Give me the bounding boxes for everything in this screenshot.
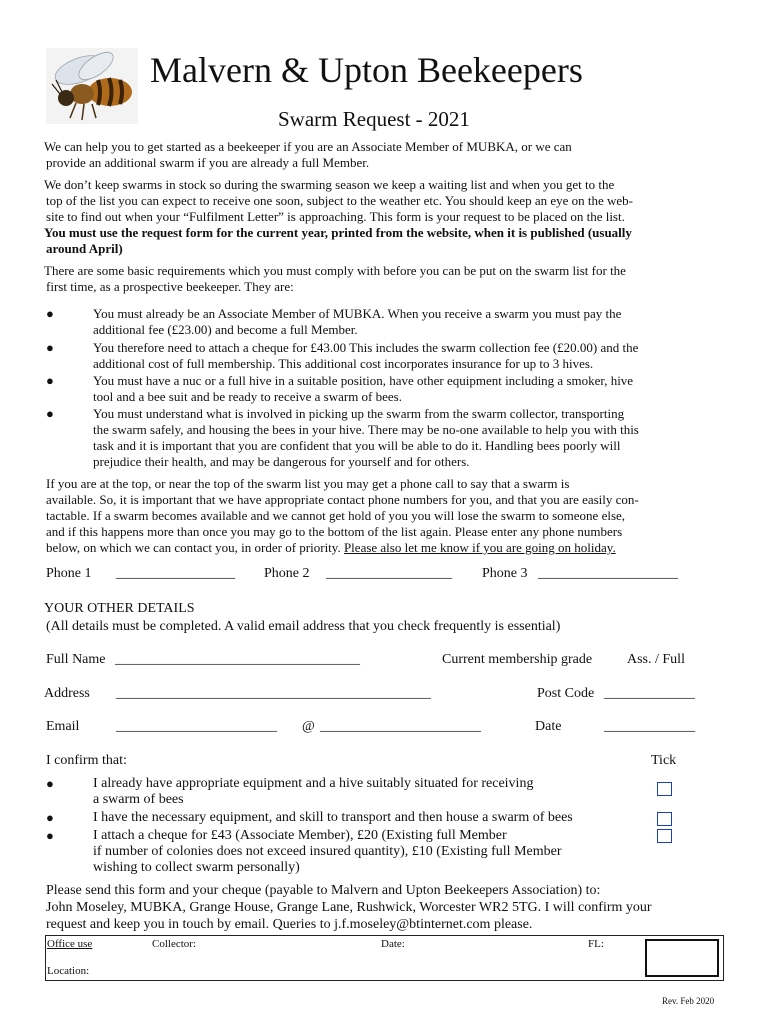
intro-p3-line1: There are some basic requirements which you must comply with before you can be put on the swarm list for the bbox=[44, 263, 626, 278]
phone3-label: Phone 3 bbox=[482, 566, 528, 581]
send-line1: Please send this form and your cheque (payable to Malvern and Upton Beekeepers Association) to: bbox=[46, 883, 601, 898]
send-line3: request and keep you in touch by email. Queries to j.f.moseley@btinternet.com please. bbox=[46, 917, 533, 932]
confirm-heading: I confirm that: bbox=[46, 753, 127, 768]
collector-label: Collector: bbox=[152, 938, 196, 950]
date-label: Date bbox=[535, 719, 562, 734]
requirement-4-line2: the swarm safely, and housing the bees in your hive. There may be no-one available to help you with this bbox=[93, 422, 639, 437]
tick-label: Tick bbox=[651, 753, 677, 768]
intro-p1-line1: We can help you to get started as a beekeeper if you are an Associate Member of MUBKA, or we can bbox=[44, 139, 572, 154]
details-heading: YOUR OTHER DETAILS bbox=[44, 601, 195, 616]
phone1-label: Phone 1 bbox=[46, 566, 92, 581]
bullet: ● bbox=[46, 828, 54, 843]
confirm-3-checkbox[interactable] bbox=[657, 829, 672, 843]
requirement-3-line2: tool and a bee suit and be ready to receive a swarm of bees. bbox=[93, 389, 402, 404]
confirm-2-line1: I have the necessary equipment, and skill to transport and then house a swarm of bees bbox=[93, 810, 573, 825]
date-input[interactable]: _____________ bbox=[604, 719, 695, 734]
confirm-2-checkbox[interactable] bbox=[657, 812, 672, 826]
requirement-1-line1: You must already be an Associate Member of MUBKA. When you receive a swarm you must pay the bbox=[93, 306, 622, 321]
fl-label: FL: bbox=[588, 938, 604, 950]
bullet: ● bbox=[46, 776, 54, 791]
requirement-2-line2: additional cost of full membership. This additional cost incorporates insurance for up to 3 hives. bbox=[93, 356, 594, 371]
send-line2: John Moseley, MUBKA, Grange House, Grange Lane, Rushwick, Worcester WR2 5TG. I will confirm your bbox=[46, 900, 652, 915]
bullet: ● bbox=[46, 306, 54, 321]
confirm-3-line3: wishing to collect swarm personally) bbox=[93, 860, 300, 875]
phone-para-line2: available. So, it is important that we have appropriate contact phone numbers for you, and that you are easily con- bbox=[46, 492, 639, 507]
confirm-1-line2: a swarm of bees bbox=[93, 792, 184, 807]
phone3-input[interactable]: ____________________ bbox=[538, 566, 678, 581]
full-name-input[interactable]: ___________________________________ bbox=[115, 652, 360, 667]
phone-para-last: below, on which we can contact you, in order of priority. bbox=[46, 540, 344, 555]
full-name-label: Full Name bbox=[46, 652, 106, 667]
phone-para-line5 bbox=[46, 540, 616, 557]
bee-logo bbox=[46, 48, 138, 124]
intro-bold-line1: You must use the request form for the current year, printed from the website, when it is published (usually bbox=[44, 225, 632, 240]
bullet: ● bbox=[46, 406, 54, 421]
email-input-user[interactable]: _______________________ bbox=[116, 719, 277, 734]
address-input[interactable]: _____________________________________________ bbox=[116, 686, 431, 701]
intro-p3-line2: first time, as a prospective beekeeper. They are: bbox=[46, 279, 294, 294]
phone1-input[interactable]: _________________ bbox=[116, 566, 235, 581]
details-note: (All details must be completed. A valid email address that you check frequently is essential) bbox=[46, 619, 561, 634]
bullet: ● bbox=[46, 810, 54, 825]
phone-para-line1: If you are at the top, or near the top of the swarm list you may get a phone call to say that a swarm is bbox=[46, 476, 570, 491]
address-label: Address bbox=[44, 686, 90, 701]
holiday-note: Please also let me know if you are going on holiday. bbox=[343, 540, 616, 555]
intro-p2-line2: top of the list you can expect to receive one soon, subject to the weather etc. You should keep an eye on the web- bbox=[46, 193, 633, 208]
confirm-3-line2: if number of colonies does not exceed insured quantity), £10 (Existing full Member bbox=[93, 844, 562, 859]
page-title: Malvern & Upton Beekeepers bbox=[150, 50, 583, 90]
membership-grade-options[interactable]: Ass. / Full bbox=[627, 652, 685, 667]
email-at: @ bbox=[302, 719, 315, 734]
intro-p2-line1: We don’t keep swarms in stock so during the swarming season we keep a waiting list and when you get to the bbox=[44, 177, 615, 192]
requirement-4-line4: prejudice their health, and may be dangerous for yourself and for others. bbox=[93, 454, 470, 469]
email-input-domain[interactable]: _______________________ bbox=[320, 719, 481, 734]
requirement-4-line1: You must understand what is involved in picking up the swarm from the swarm collector, transporting bbox=[93, 406, 625, 421]
phone-para-line3: tactable. If a swarm becomes available and we cannot get hold of you you will lose the swarm to someone else, bbox=[46, 508, 626, 523]
confirm-1-line1: I already have appropriate equipment and a hive suitably situated for receiving bbox=[93, 776, 534, 791]
requirement-3-line1: You must have a nuc or a full hive in a suitable position, have other equipment including a smoker, hive bbox=[93, 373, 634, 388]
phone2-input[interactable]: __________________ bbox=[326, 566, 452, 581]
location-label: Location: bbox=[47, 965, 90, 977]
confirm-1-checkbox[interactable] bbox=[657, 782, 672, 796]
requirement-1-line2: additional fee (£23.00) and become a full Member. bbox=[93, 322, 358, 337]
postcode-label: Post Code bbox=[537, 686, 595, 701]
office-use-label: Office use bbox=[47, 938, 93, 950]
intro-bold-line2: around April) bbox=[46, 241, 123, 256]
phone2-label: Phone 2 bbox=[264, 566, 310, 581]
requirement-4-line3: task and it is important that you are confident that you will be able to do it. Handling bees poorly will bbox=[93, 438, 621, 453]
intro-p1-line2: provide an additional swarm if you are already a full Member. bbox=[46, 155, 370, 170]
bullet: ● bbox=[46, 373, 54, 388]
form-subtitle: Swarm Request - 2021 bbox=[278, 107, 470, 131]
bullet: ● bbox=[46, 340, 54, 355]
membership-grade-label: Current membership grade bbox=[442, 652, 593, 667]
revision-note: Rev. Feb 2020 bbox=[662, 996, 715, 1006]
requirement-2-line1: You therefore need to attach a cheque for £43.00 This includes the swarm collection fee (£20.00) and the bbox=[93, 340, 639, 355]
office-date-label: Date: bbox=[381, 938, 405, 950]
email-label: Email bbox=[46, 719, 80, 734]
postcode-input[interactable]: _____________ bbox=[604, 686, 695, 701]
intro-p2-line3: site to find out when your “Fulfilment Letter” is approaching. This form is your request to be placed on the list. bbox=[46, 209, 625, 224]
fl-box[interactable] bbox=[645, 939, 719, 977]
phone-para-line4: and if this happens more than once you may go to the bottom of the list again. Please enter any phone numbers bbox=[46, 524, 623, 539]
confirm-3-line1: I attach a cheque for £43 (Associate Member), £20 (Existing full Member bbox=[93, 828, 507, 843]
